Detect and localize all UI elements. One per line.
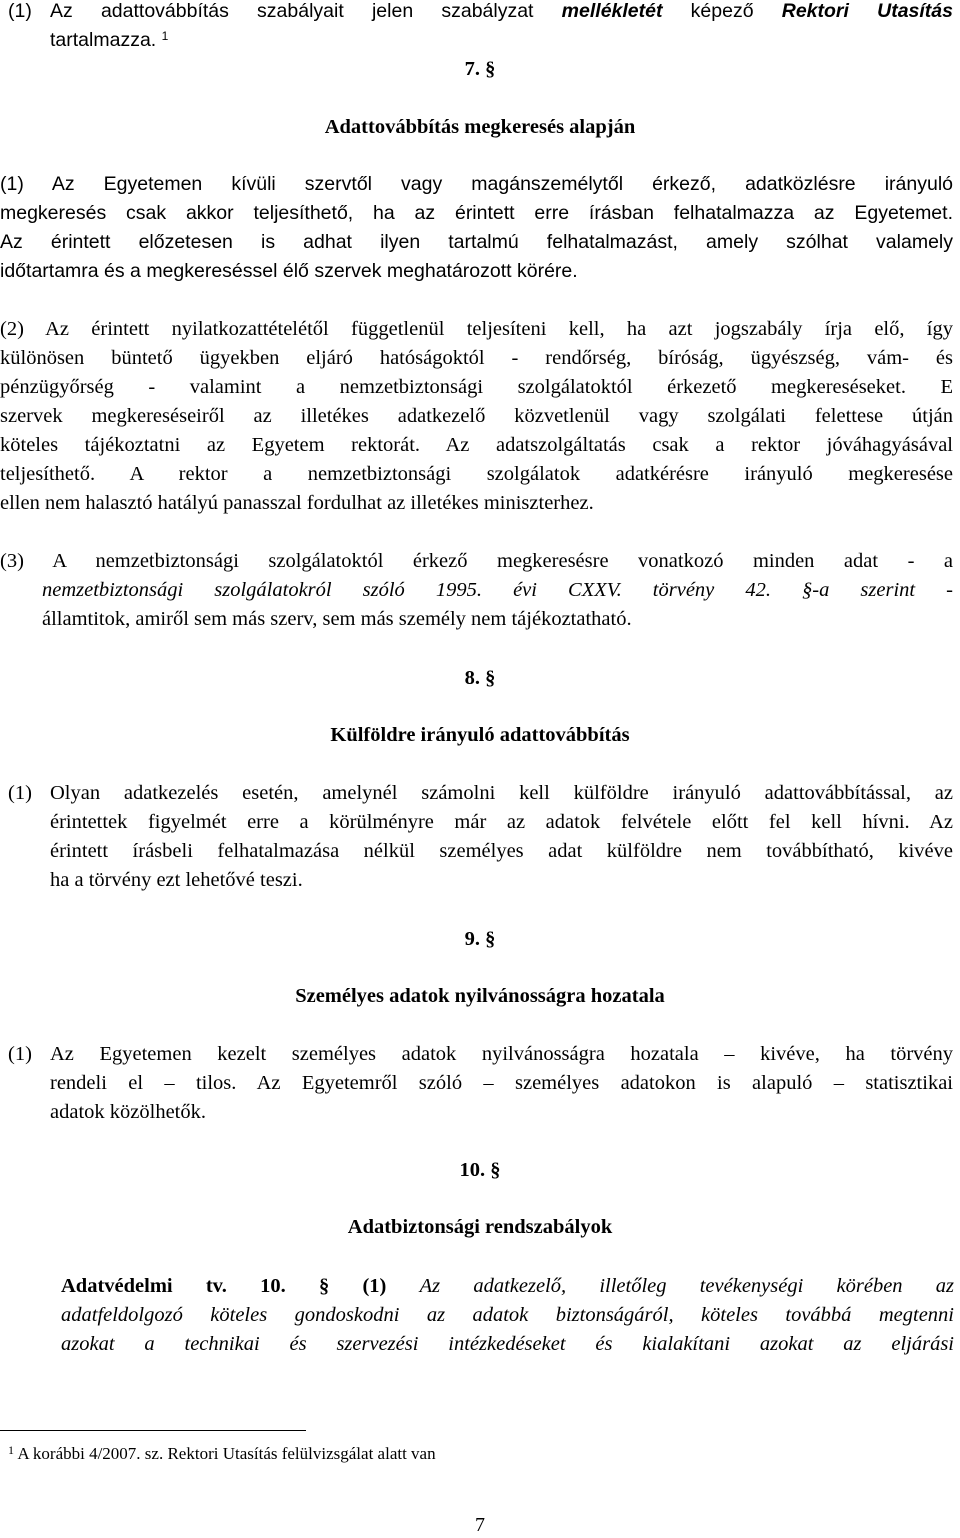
- intro-text-a: Az adattovábbítás szabályait jelen szabályzat: [50, 0, 534, 22]
- s7-p1-line-2: megkeresés csak akkor teljesíthető, ha az érintett erre írásban felhatalmazza az Egyetemet.: [0, 202, 953, 224]
- s7-p2-line-3: pénzügyőrség - valamint a nemzetbiztonsági szolgálatoktól érkezető megkereséseket. E: [0, 376, 953, 398]
- s8-line-3: érintett írásbeli felhatalmazása nélkül személyes adat külföldre nem továbbítható, kivéve: [50, 840, 953, 862]
- s9-line-2: rendeli el – tilos. Az Egyetemről szóló – személyes adatokon is alapuló – statisztikai: [50, 1072, 953, 1094]
- intro-text-end: tartalmazza.: [50, 29, 157, 51]
- s7-p1-line-4: időtartamra és a megkereséssel élő szervek meghatározott körére.: [0, 260, 578, 282]
- s10-line-1: [61, 1273, 954, 1299]
- section-9-heading: 9. §: [464, 928, 496, 950]
- footnote-ref: 1: [161, 29, 169, 43]
- intro-text-d: Rektori Utasítás: [781, 0, 953, 22]
- s7-p2-line-1: (2) Az érintett nyilatkozattételétől függetlenül teljesíteni kell, ha azt jogszabály írja elő, így: [0, 318, 953, 340]
- intro-line-2: [50, 27, 350, 53]
- s7-p2-line-4: szervek megkereséseiről az illetékes adatkezelő közvetlenül vagy szolgálati felettese útján: [0, 405, 953, 427]
- intro-number: (1): [8, 0, 32, 22]
- section-8-heading: 8. §: [464, 667, 496, 689]
- page-number: 7: [475, 1514, 485, 1536]
- section-7-heading: 7. §: [464, 58, 496, 80]
- s7-p3-line-2: nemzetbiztonsági szolgálatokról szóló 1995. évi CXXV. törvény 42. §-a szerint -: [42, 579, 953, 601]
- s7-p3-line-1: (3) A nemzetbiztonsági szolgálatoktól érkező megkeresésre vonatkozó minden adat - a: [0, 550, 953, 572]
- s10-line-2: adatfeldolgozó köteles gondoskodni az adatok biztonságáról, köteles továbbá megtenni: [61, 1304, 954, 1326]
- s7-p1-line-1: (1) Az Egyetemen kívüli szervtől vagy magánszemélytől érkező, adatközlésre irányuló: [0, 173, 953, 195]
- footnote-separator: [0, 1430, 306, 1431]
- section-7-title: Adattovábbítás megkeresés alapján: [324, 116, 636, 138]
- intro-text-b: mellékletét: [561, 0, 663, 22]
- s8-line-2: érintettek figyelmét erre a körülményre már az adatok felvétele előtt fel kell hívni. Az: [50, 811, 953, 833]
- intro-line-1: [50, 0, 953, 24]
- s8-number: (1): [8, 782, 32, 804]
- s9-line-1: Az Egyetemen kezelt személyes adatok nyilvánosságra hozatala – kivéve, ha törvény: [50, 1043, 953, 1065]
- s7-p2-line-5: köteles tájékoztatni az Egyetem rektorát. Az adatszolgáltatás csak a rektor jóváhagyásával: [0, 434, 953, 456]
- s10-law-reference: Adatvédelmi tv. 10. § (1): [61, 1275, 387, 1297]
- s9-line-3: adatok közölhetők.: [50, 1101, 206, 1123]
- s7-p2-line-6: teljesíthető. A rektor a nemzetbiztonsági szolgálatok adatkérésre irányuló megkeresése: [0, 463, 953, 485]
- intro-text-c: képező: [690, 0, 754, 22]
- s8-line-4: ha a törvény ezt lehetővé teszi.: [50, 869, 303, 891]
- section-9-title: Személyes adatok nyilvánosságra hozatala: [295, 985, 665, 1007]
- s9-number: (1): [8, 1043, 32, 1065]
- s7-p2-line-2: különösen büntető ügyekben eljáró hatóságoktól - rendőrség, bíróság, ügyészség, vám- és: [0, 347, 953, 369]
- s7-p1-line-3: Az érintett előzetesen is adhat ilyen tartalmú felhatalmazást, amely szólhat valamely: [0, 231, 953, 253]
- s10-quote-start: Az adatkezelő, illetőleg tevékenységi körében az: [419, 1275, 955, 1297]
- footnote-number: 1: [8, 1443, 14, 1457]
- footnote-text: A korábbi 4/2007. sz. Rektori Utasítás felülvizsgálat alatt van: [17, 1444, 436, 1463]
- s8-line-1: Olyan adatkezelés esetén, amelynél számolni kell külföldre irányuló adattovábbítással, az: [50, 782, 953, 804]
- s7-p3-line-3: államtitok, amiről sem más szerv, sem más személy nem tájékoztatható.: [42, 608, 632, 630]
- section-10-title: Adatbiztonsági rendszabályok: [347, 1216, 613, 1238]
- s7-p2-line-7: ellen nem halasztó hatályú panasszal fordulhat az illetékes miniszterhez.: [0, 492, 594, 514]
- section-8-title: Külföldre irányuló adattovábbítás: [330, 724, 630, 746]
- s10-line-3: azokat a technikai és szervezési intézkedéseket és kialakítani azokat az eljárási: [61, 1333, 954, 1355]
- section-10-heading: 10. §: [459, 1159, 501, 1181]
- footnote: [8, 1441, 908, 1467]
